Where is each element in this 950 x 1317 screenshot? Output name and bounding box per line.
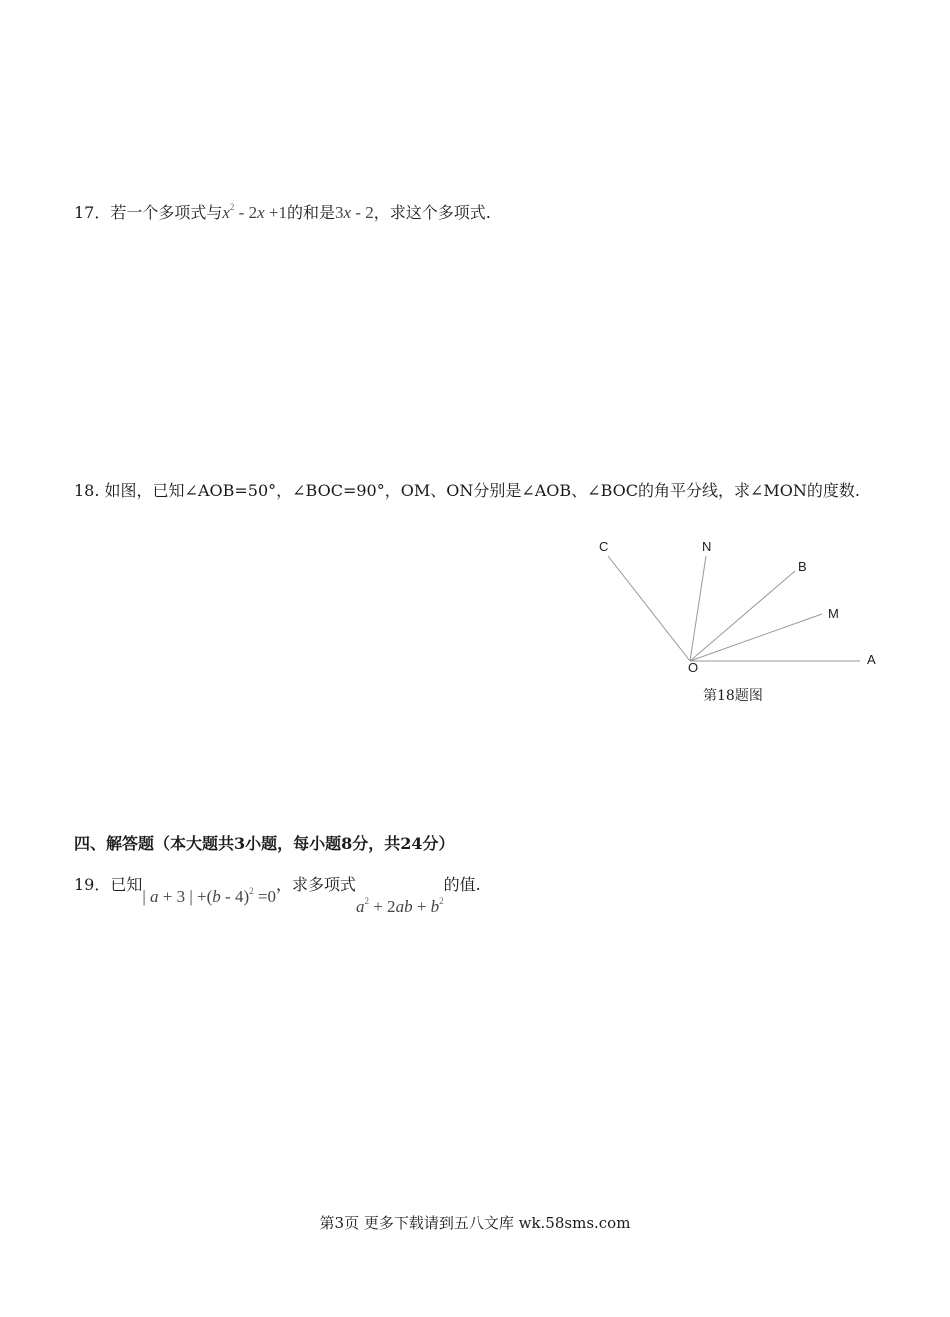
q17-sum-expr: 3x - 2 xyxy=(335,203,374,222)
angle-figure xyxy=(590,535,890,710)
question-17 xyxy=(74,196,491,224)
q19-polynomial-expr: $a^2 + 2ab + b^2$ xyxy=(355,896,444,916)
figure-rays xyxy=(608,556,860,661)
page-footer: 第3页 更多下载请到五八文库 wk.58sms.com xyxy=(319,1214,631,1232)
q19-suffix: 的值. xyxy=(443,875,481,894)
q17-mid: 的和是 xyxy=(286,203,335,222)
ray-ob xyxy=(690,571,795,661)
figure-caption: 第18题图 xyxy=(703,688,763,704)
q17-prefix: 17．若一个多项式与 xyxy=(74,203,223,222)
q19-mid: ，求多项式 xyxy=(275,875,356,894)
label-n: N xyxy=(702,539,712,554)
question-18: 18. 如图，已知∠AOB=50°，∠BOC=90°，OM、ON分别是∠AOB、∠BOC的角平分线，求∠MON的度数. xyxy=(74,481,860,500)
ray-oc xyxy=(608,556,690,661)
ray-om xyxy=(690,614,822,661)
ray-on xyxy=(690,556,706,661)
q17-polynomial-expr: $x^2 - 2x +1$ xyxy=(222,202,287,222)
section-heading: 四、解答题（本大题共3小题，每小题8分，共24分） xyxy=(74,834,455,853)
label-o: O xyxy=(688,660,699,675)
label-c: C xyxy=(599,539,609,554)
q19-condition-expr: | a + 3 | +(b - 4)$^2$ =0 xyxy=(142,886,276,906)
label-b: B xyxy=(798,559,807,574)
q17-suffix: ，求这个多项式. xyxy=(373,203,491,222)
label-m: M xyxy=(828,606,839,621)
question-19 xyxy=(74,868,481,916)
q19-prefix: 19．已知 xyxy=(74,875,143,894)
label-a: A xyxy=(867,652,876,667)
